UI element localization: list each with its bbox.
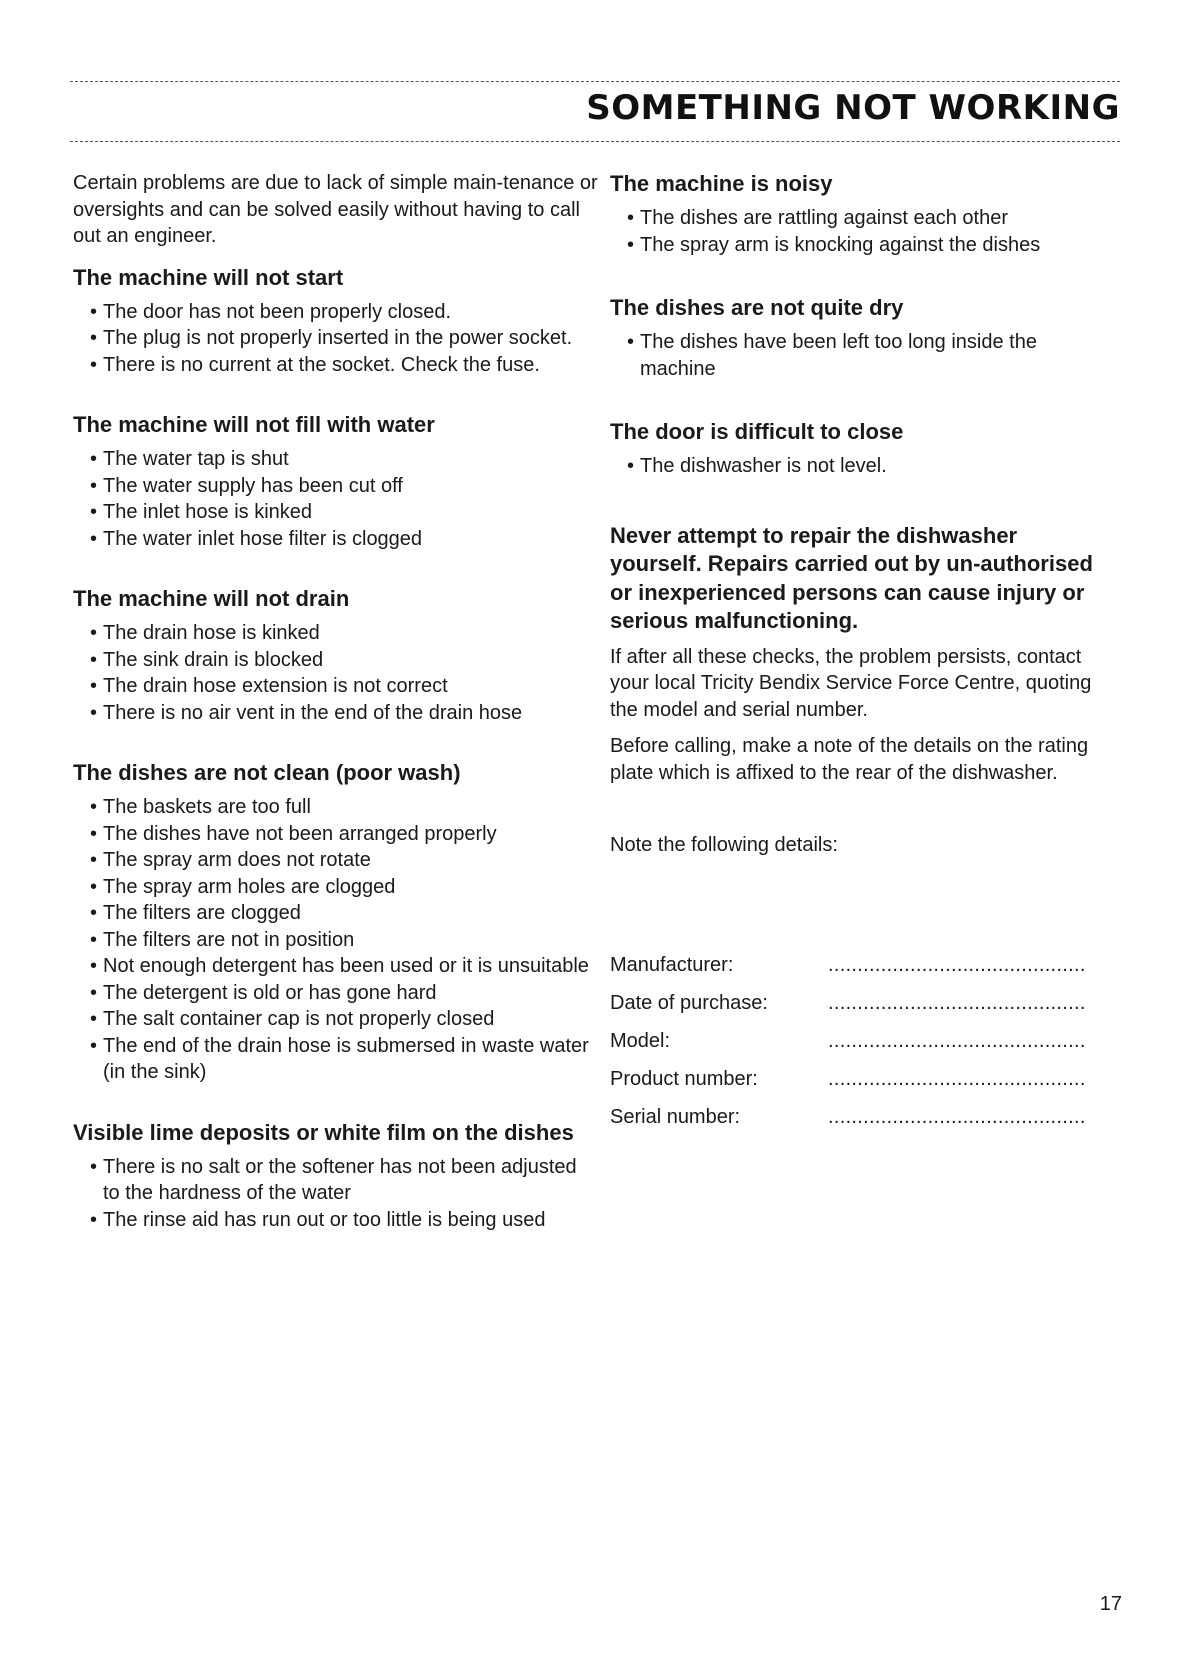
detail-row-serial — [610, 1104, 1110, 1142]
list-item: • There is no salt or the softener has not been adjusted to the hardness of the water — [73, 1154, 598, 1207]
section-not-clean — [73, 759, 598, 1086]
list-item: • The dishes have not been arranged properly — [73, 821, 598, 848]
list-item: • The water tap is shut — [73, 446, 598, 473]
section-not-fill — [73, 411, 598, 552]
list-item: • The detergent is old or has gone hard — [73, 980, 598, 1007]
section-not-start — [73, 264, 598, 379]
page-number: 17 — [1099, 1593, 1122, 1615]
list-item: • The spray arm is knocking against the dishes — [610, 232, 1110, 259]
detail-label: Date of purchase: — [610, 992, 768, 1014]
list-item: • The inlet hose is kinked — [73, 499, 598, 526]
section-heading: The machine will not fill with water — [73, 412, 435, 437]
detail-row-model — [610, 1028, 1110, 1066]
details-form — [610, 952, 1110, 1142]
list-item: • There is no air vent in the end of the drain hose — [73, 700, 598, 727]
detail-row-product — [610, 1066, 1110, 1104]
list-item: • The door has not been properly closed. — [73, 299, 598, 326]
section-door — [610, 418, 1110, 480]
detail-label: Manufacturer: — [610, 954, 734, 976]
detail-row-manufacturer — [610, 952, 1110, 990]
repair-warning: Never attempt to repair the dishwasher yourself. Repairs carried out by un-authorised or inexperienced persons can cause injury or serious malfunctioning. — [610, 522, 1093, 633]
detail-fill-line: ............................................ — [828, 954, 1086, 976]
section-heading: The dishes are not clean (poor wash) — [73, 760, 461, 785]
note-label: Note the following details: — [610, 834, 838, 856]
list-item: • There is no current at the socket. Check the fuse. — [73, 352, 598, 379]
left-column — [73, 170, 598, 1233]
list-item: • The salt container cap is not properly closed — [73, 1006, 598, 1033]
detail-label: Model: — [610, 1030, 671, 1052]
section-not-drain — [73, 585, 598, 726]
list-item: • The dishwasher is not level. — [610, 453, 1110, 480]
detail-fill-line: ............................................ — [828, 1106, 1086, 1128]
rating-plate-paragraph: Before calling, make a note of the details on the rating plate which is affixed to the rear of the dishwasher. — [610, 735, 1089, 784]
detail-fill-line: ............................................ — [828, 992, 1086, 1014]
list-item: • The spray arm does not rotate — [73, 847, 598, 874]
section-heading: The dishes are not quite dry — [610, 295, 904, 320]
section-lime-deposits — [73, 1119, 598, 1234]
list-item: • The water supply has been cut off — [73, 473, 598, 500]
section-heading: The machine will not drain — [73, 586, 350, 611]
header-rule-top — [70, 81, 1120, 82]
list-item: • The filters are clogged — [73, 900, 598, 927]
list-item: • The drain hose extension is not correct — [73, 673, 598, 700]
list-item: • The water inlet hose filter is clogged — [73, 526, 598, 553]
list-item: • The drain hose is kinked — [73, 620, 598, 647]
list-item: • The dishes are rattling against each other — [610, 205, 1110, 232]
detail-label: Product number: — [610, 1068, 758, 1090]
right-column — [610, 170, 1110, 859]
detail-fill-line: ............................................ — [828, 1068, 1086, 1090]
list-item: • Not enough detergent has been used or it is unsuitable — [73, 953, 598, 980]
list-item: • The spray arm holes are clogged — [73, 874, 598, 901]
list-item: • The filters are not in position — [73, 927, 598, 954]
detail-label: Serial number: — [610, 1106, 741, 1128]
list-item: • The rinse aid has run out or too little is being used — [73, 1207, 598, 1234]
section-heading: Visible lime deposits or white film on the dishes — [73, 1119, 574, 1145]
section-noisy — [610, 170, 1110, 258]
section-heading: The machine will not start — [73, 264, 344, 290]
intro-text: Certain problems are due to lack of simple main-tenance or oversights and can be solved easily without having to call out an engineer. — [73, 172, 598, 247]
list-item: • The dishes have been left too long inside the machine — [610, 329, 1110, 382]
section-heading: The door is difficult to close — [610, 419, 904, 444]
list-item: • The baskets are too full — [73, 794, 598, 821]
list-item: • The end of the drain hose is submersed in waste water (in the sink) — [73, 1033, 598, 1086]
section-heading: The machine is noisy — [610, 171, 833, 196]
list-item: • The sink drain is blocked — [73, 647, 598, 674]
header-rule-bottom — [70, 141, 1120, 142]
detail-row-date — [610, 990, 1110, 1028]
section-not-dry — [610, 294, 1110, 382]
detail-fill-line: ............................................ — [828, 1030, 1086, 1052]
page-title: SOMETHING NOT WORKING — [586, 88, 1120, 128]
service-paragraph: If after all these checks, the problem persists, contact your local Tricity Bendix Service Force Centre, quoting the model and serial number. — [610, 645, 1092, 721]
list-item: • The plug is not properly inserted in the power socket. — [73, 325, 598, 352]
